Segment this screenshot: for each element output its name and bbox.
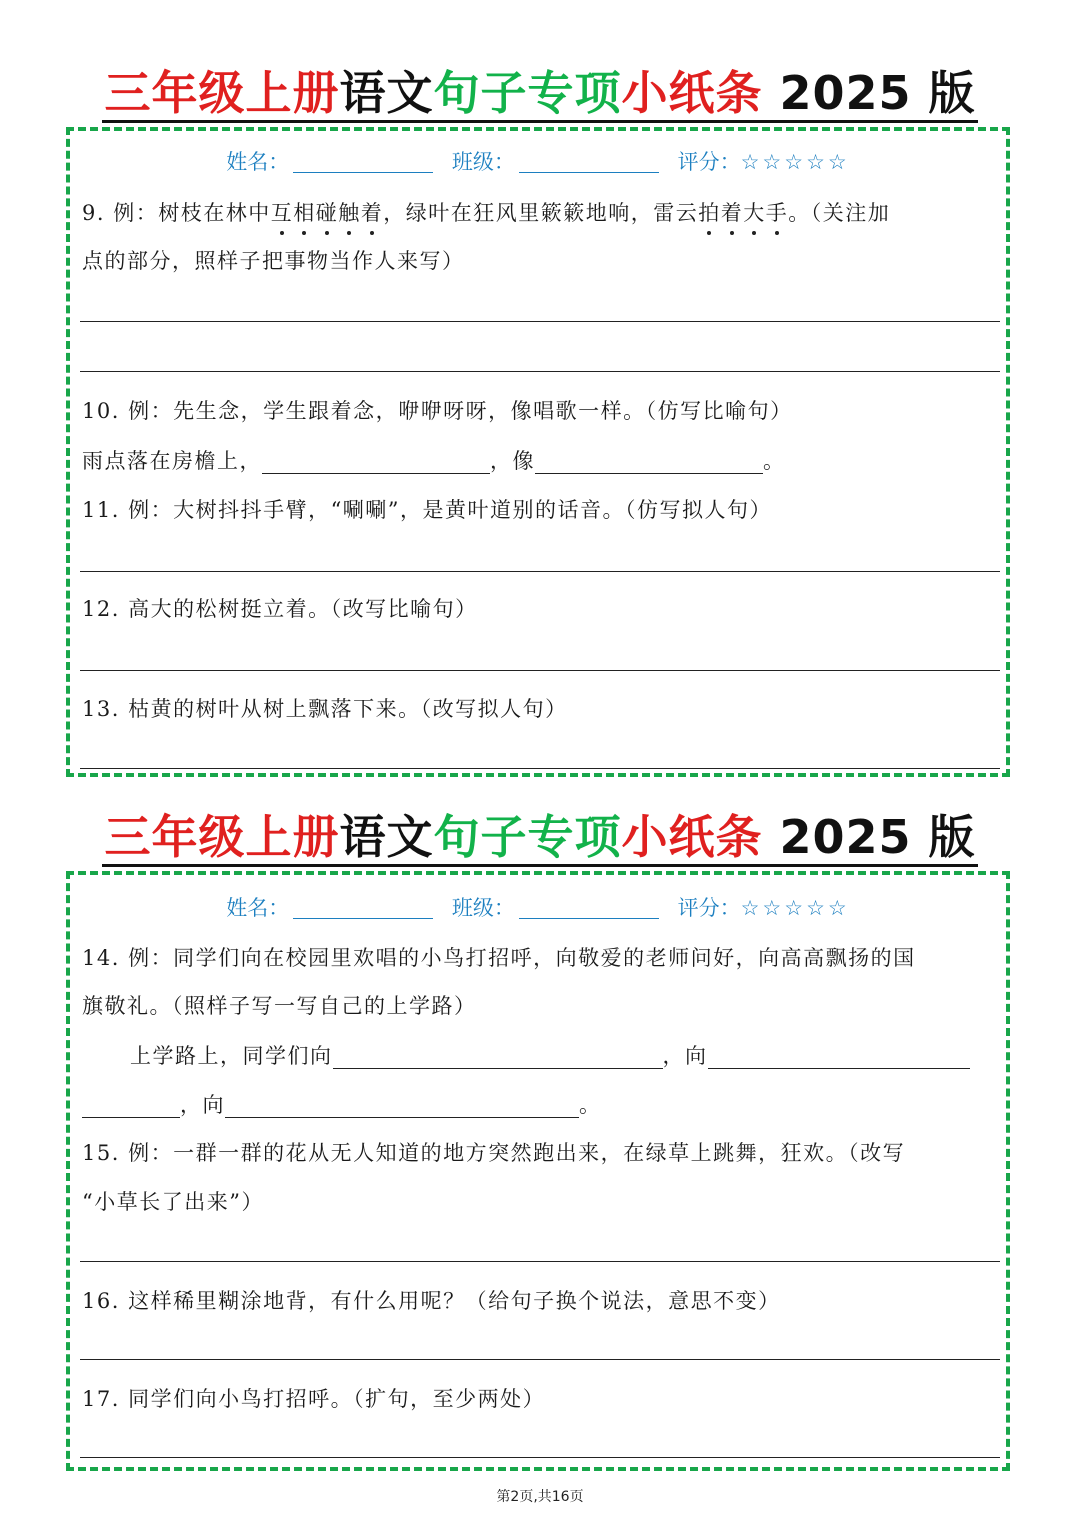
class-label: 班级： [451, 896, 515, 920]
fill-blank[interactable] [262, 445, 490, 474]
title-part: 句子专项 [433, 810, 622, 864]
question-10: 10. 例：先生念，学生跟着念，咿咿呀呀，像唱歌一样。（仿写比喻句） [82, 399, 793, 423]
question-text: 上学路上，同学们向 [130, 1044, 333, 1068]
answer-line[interactable] [80, 371, 1000, 372]
fill-blank[interactable] [708, 1040, 970, 1069]
question-14-fill-cont [82, 1081, 1000, 1129]
dotted-char: 互 [271, 189, 294, 237]
worksheet-title [0, 808, 1080, 867]
answer-line[interactable] [80, 1457, 1000, 1458]
question-9-cont: 点的部分，照样子把事物当作人来写） [82, 249, 465, 273]
dotted-char: 着 [361, 189, 384, 237]
dotted-char: 着 [721, 189, 744, 237]
question-text: ，向 [180, 1093, 225, 1117]
title-part: 三年级上册 [104, 66, 340, 120]
dotted-char: 相 [293, 189, 316, 237]
name-label: 姓名： [226, 150, 290, 174]
title-part: 语文 [339, 810, 434, 864]
question-9 [82, 189, 1000, 237]
score-stars[interactable]: ☆☆☆☆☆ [740, 150, 850, 174]
question-17: 17. 同学们向小鸟打招呼。（扩句，至少两处） [82, 1387, 546, 1411]
question-10-fill [82, 437, 1000, 485]
name-field[interactable] [293, 150, 433, 173]
dotted-char: 大 [743, 189, 766, 237]
score-label: 评分： [677, 150, 741, 174]
question-16: 16. 这样稀里糊涂地背，有什么用呢？（给句子换个说法，意思不变） [82, 1289, 781, 1313]
question-text: 。 [763, 449, 786, 473]
title-part: 三年级上册 [104, 810, 340, 864]
question-text: 9. 例：树枝在林中 [82, 201, 271, 225]
page-number: 第2页,共16页 [496, 1489, 584, 1505]
title-part: 句子专项 [433, 66, 622, 120]
fill-blank[interactable] [225, 1089, 579, 1118]
class-label: 班级： [451, 150, 515, 174]
answer-line[interactable] [80, 768, 1000, 769]
worksheet-title [0, 64, 1080, 123]
dotted-char: 手 [766, 189, 789, 237]
question-14-cont: 旗敬礼。（照样子写一写自己的上学路） [82, 994, 477, 1018]
fill-blank[interactable] [82, 1089, 180, 1118]
title-part: 小纸条 [621, 810, 763, 864]
question-12: 12. 高大的松树挺立着。（改写比喻句） [82, 597, 478, 621]
answer-line[interactable] [80, 670, 1000, 671]
dotted-char: 触 [338, 189, 361, 237]
question-15: 15. 例：一群一群的花从无人知道的地方突然跑出来，在绿草上跳舞，狂欢。（改写 [82, 1141, 906, 1165]
fill-blank[interactable] [535, 445, 763, 474]
question-15-cont: “小草长了出来”） [82, 1190, 264, 1214]
question-text: 。（关注加 [788, 201, 891, 225]
title-part: 2025 版 [762, 810, 976, 864]
answer-line[interactable] [80, 321, 1000, 322]
question-text: 。 [579, 1093, 602, 1117]
answer-line[interactable] [80, 571, 1000, 572]
student-info-row [70, 893, 1006, 923]
question-14: 14. 例：同学们向在校园里欢唱的小鸟打招呼，向敬爱的老师问好，向高高飘扬的国 [82, 946, 916, 970]
answer-line[interactable] [80, 1261, 1000, 1262]
question-11: 11. 例：大树抖抖手臂，“唰唰”，是黄叶道别的话音。（仿写拟人句） [82, 498, 773, 522]
title-part: 小纸条 [621, 66, 763, 120]
question-text: ，绿叶在狂风里簌簌地响，雷云 [383, 201, 699, 225]
question-text: ，像 [490, 449, 535, 473]
fill-blank[interactable] [333, 1040, 663, 1069]
dotted-char: 拍 [698, 189, 721, 237]
class-field[interactable] [519, 896, 659, 919]
score-label: 评分： [677, 896, 741, 920]
worksheet-card [66, 127, 1010, 777]
dotted-char: 碰 [316, 189, 339, 237]
title-part: 2025 版 [762, 66, 976, 120]
question-text: ，向 [662, 1044, 708, 1068]
answer-line[interactable] [80, 1359, 1000, 1360]
score-stars[interactable]: ☆☆☆☆☆ [740, 896, 850, 920]
student-info-row [70, 147, 1006, 177]
name-field[interactable] [293, 896, 433, 919]
name-label: 姓名： [226, 896, 290, 920]
question-13: 13. 枯黄的树叶从树上飘落下来。（改写拟人句） [82, 697, 568, 721]
title-part: 语文 [339, 66, 434, 120]
class-field[interactable] [519, 150, 659, 173]
worksheet-card [66, 871, 1010, 1471]
question-text: 雨点落在房檐上， [82, 449, 262, 473]
question-14-fill [130, 1032, 1000, 1080]
